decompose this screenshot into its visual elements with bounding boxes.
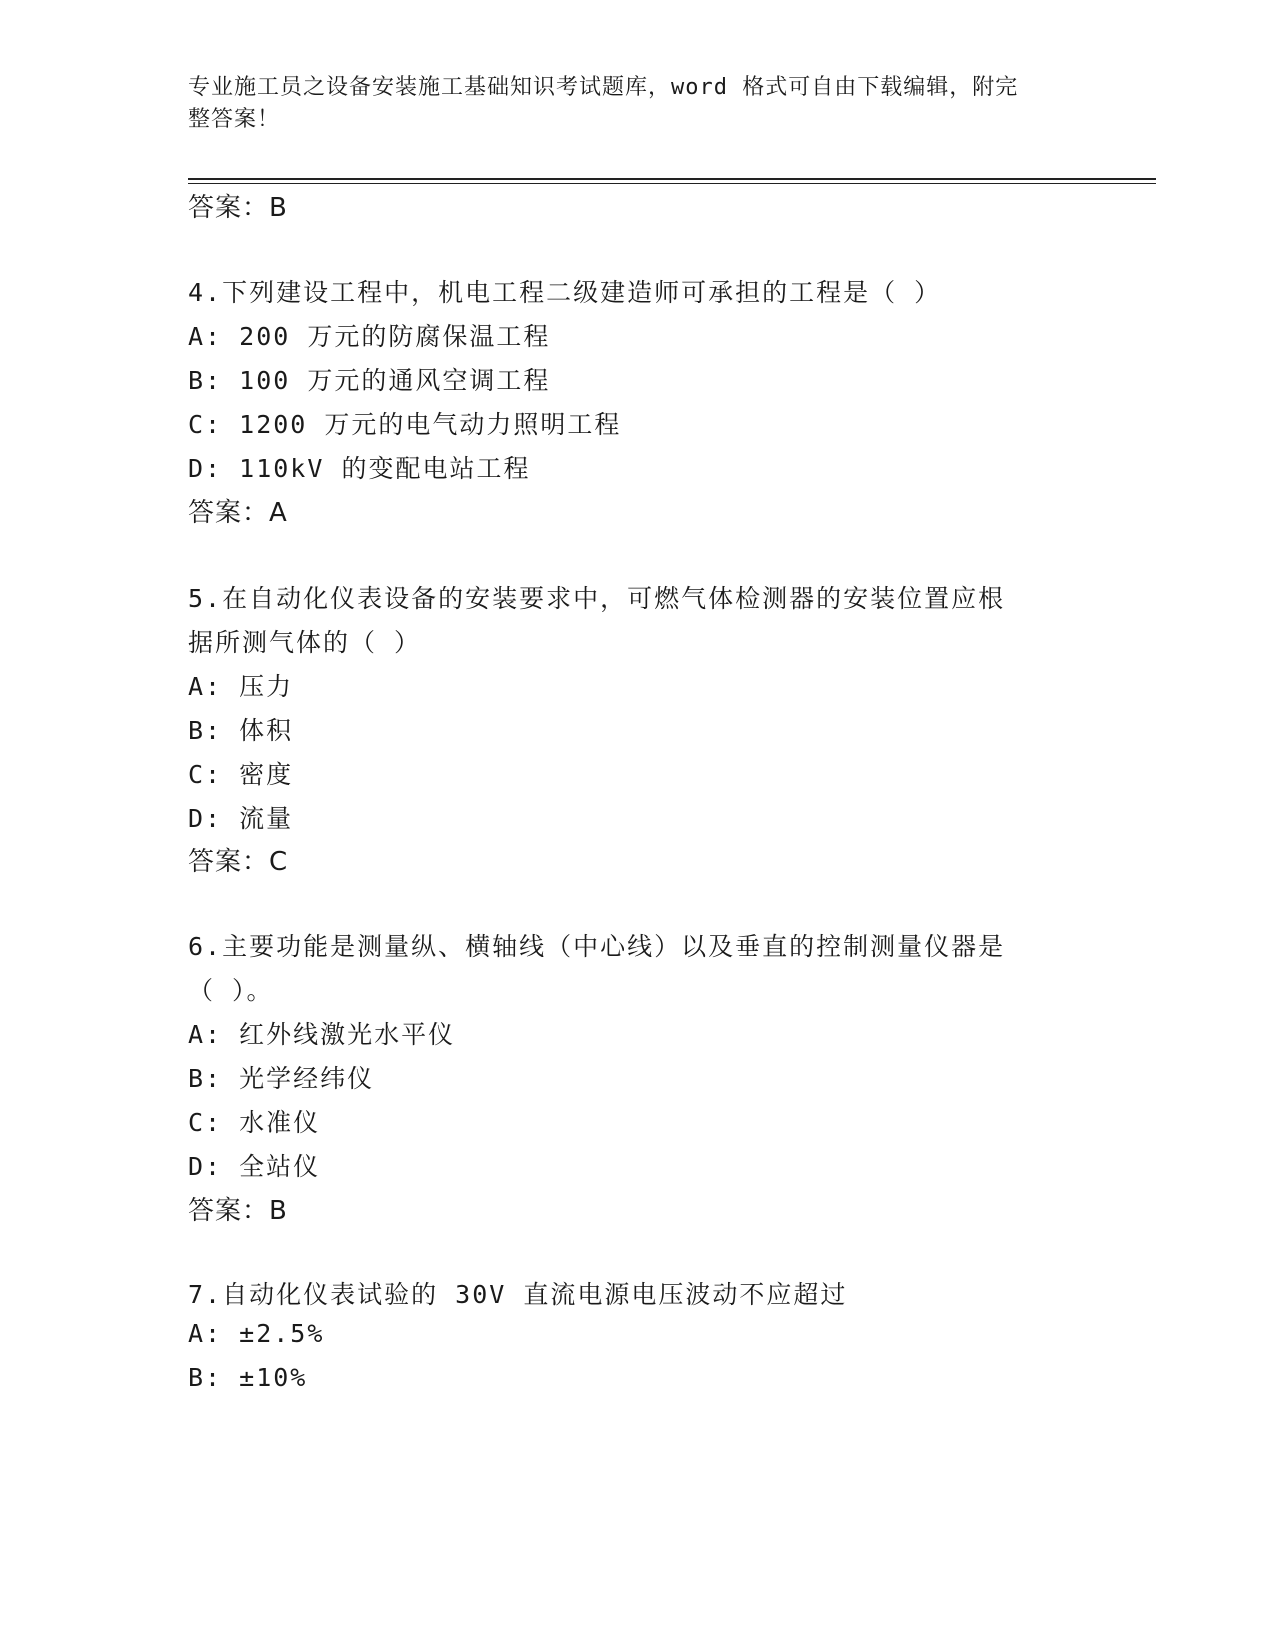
question-5-option-a: A: 压力 bbox=[188, 672, 294, 701]
question-6-option-b: B: 光学经纬仪 bbox=[188, 1064, 375, 1093]
question-6-option-a: A: 红外线激光水平仪 bbox=[188, 1020, 456, 1049]
header-divider-thick bbox=[188, 178, 1156, 180]
question-6-stem-line-1: 6.主要功能是测量纵、横轴线（中心线）以及垂直的控制测量仪器是 bbox=[188, 932, 1006, 961]
question-6-option-d: D: 全站仪 bbox=[188, 1152, 321, 1181]
question-5-answer: 答案：C bbox=[188, 847, 289, 877]
header-divider-thin bbox=[188, 183, 1156, 184]
question-5-option-c: C: 密度 bbox=[188, 760, 294, 789]
question-6-stem-line-2: （ ）。 bbox=[188, 976, 274, 1005]
question-5-option-d: D: 流量 bbox=[188, 804, 294, 833]
question-5-stem-line-2: 据所测气体的（ ） bbox=[188, 628, 422, 657]
question-6-answer: 答案：B bbox=[188, 1196, 288, 1226]
question-4-answer: 答案：A bbox=[188, 498, 288, 528]
document-header bbox=[188, 72, 1068, 136]
question-6-option-c: C: 水准仪 bbox=[188, 1108, 321, 1137]
question-4-stem: 4.下列建设工程中，机电工程二级建造师可承担的工程是（ ） bbox=[188, 278, 942, 307]
question-5-option-b: B: 体积 bbox=[188, 716, 294, 745]
question-4-option-a: A: 200 万元的防腐保温工程 bbox=[188, 322, 551, 351]
question-4-option-b: B: 100 万元的通风空调工程 bbox=[188, 366, 551, 395]
question-7-stem: 7.自动化仪表试验的 30V 直流电源电压波动不应超过 bbox=[188, 1280, 848, 1309]
answer-q3: 答案：B bbox=[188, 193, 288, 223]
question-5-stem-line-1: 5.在自动化仪表设备的安装要求中，可燃气体检测器的安装位置应根 bbox=[188, 584, 1006, 613]
question-7-option-b: B: ±10% bbox=[188, 1363, 308, 1392]
question-4-option-d: D: 110kV 的变配电站工程 bbox=[188, 454, 531, 483]
question-4-option-c: C: 1200 万元的电气动力照明工程 bbox=[188, 410, 622, 439]
question-7-option-a: A: ±2.5% bbox=[188, 1319, 325, 1348]
header-line-2: 整答案！ bbox=[188, 107, 281, 132]
header-line-1: 专业施工员之设备安装施工基础知识考试题库，word 格式可自由下载编辑，附完 bbox=[188, 75, 1019, 100]
